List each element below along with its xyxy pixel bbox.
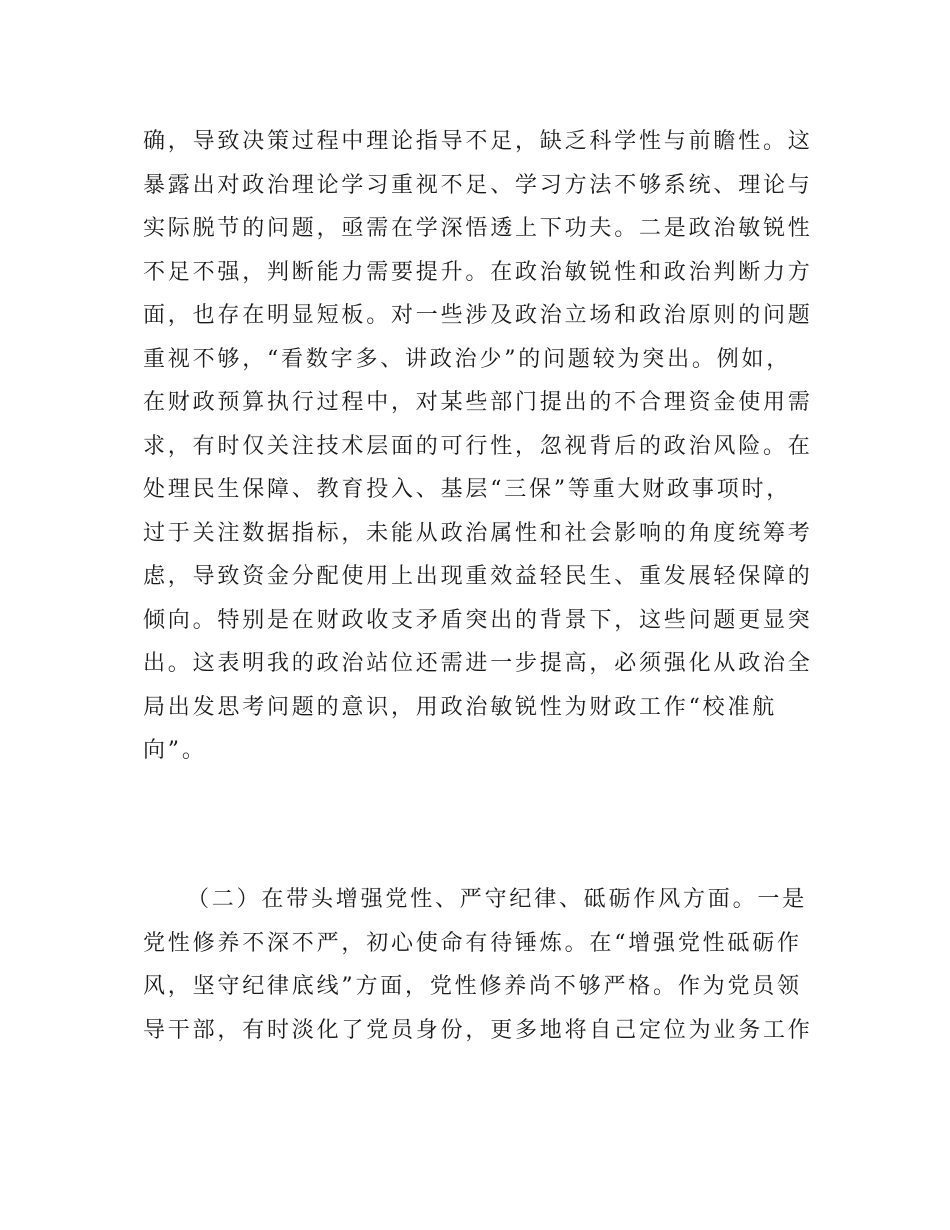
- paragraph-line: 倾向。特别是在财政收支矛盾突出的背景下，这些问题更显突: [143, 607, 813, 633]
- paragraph-line: 虑，导致资金分配使用上出现重效益轻民生、重发展轻保障的: [143, 564, 813, 589]
- paragraph-line: 重视不够，“看数字多、讲政治少”的问题较为突出。例如，: [143, 346, 792, 372]
- paragraph-line: 在财政预算执行过程中，对某些部门提出的不合理资金使用需: [143, 390, 813, 415]
- paragraph-line: 面，也存在明显短板。对一些涉及政治立场和政治原则的问题: [143, 303, 813, 328]
- paragraph-line: 实际脱节的问题，亟需在学深悟透上下功夫。二是政治敏锐性: [143, 216, 813, 241]
- paragraph-line: 暴露出对政治理论学习重视不足、学习方法不够系统、理论与: [143, 172, 813, 198]
- paragraph-line: 风，坚守纪律底线”方面，党性修养尚不够严格。作为党员领: [143, 974, 802, 999]
- paragraph-line: 处理民生保障、教育投入、基层“三保”等重大财政事项时，: [143, 477, 792, 502]
- paragraph-line: 局出发思考问题的意识，用政治敏锐性为财政工作“校准航: [143, 694, 778, 720]
- paragraph-line: 确，导致决策过程中理论指导不足，缺乏科学性与前瞻性。这: [143, 129, 813, 154]
- paragraph-2: [143, 878, 813, 1052]
- paragraph-line: 导干部，有时淡化了党员身份，更多地将自己定位为业务工作: [143, 1017, 813, 1043]
- paragraph-line: 向”。: [143, 738, 207, 763]
- paragraph-line: 求，有时仅关注技术层面的可行性，忽视背后的政治风险。在: [143, 433, 813, 459]
- paragraph-line: 党性修养不深不严，初心使命有待锤炼。在“增强党性砥砺作: [143, 930, 802, 956]
- paragraph-line: 出。这表明我的政治站位还需进一步提高，必须强化从政治全: [143, 651, 813, 676]
- paragraph-line: 过于关注数据指标，未能从政治属性和社会影响的角度统筹考: [143, 520, 813, 546]
- paragraph-1: [143, 120, 813, 773]
- paragraph-line: （二）在带头增强党性、严守纪律、砥砺作风方面。一是: [187, 887, 808, 912]
- paragraph-line: 不足不强，判断能力需要提升。在政治敏锐性和政治判断力方: [143, 259, 813, 285]
